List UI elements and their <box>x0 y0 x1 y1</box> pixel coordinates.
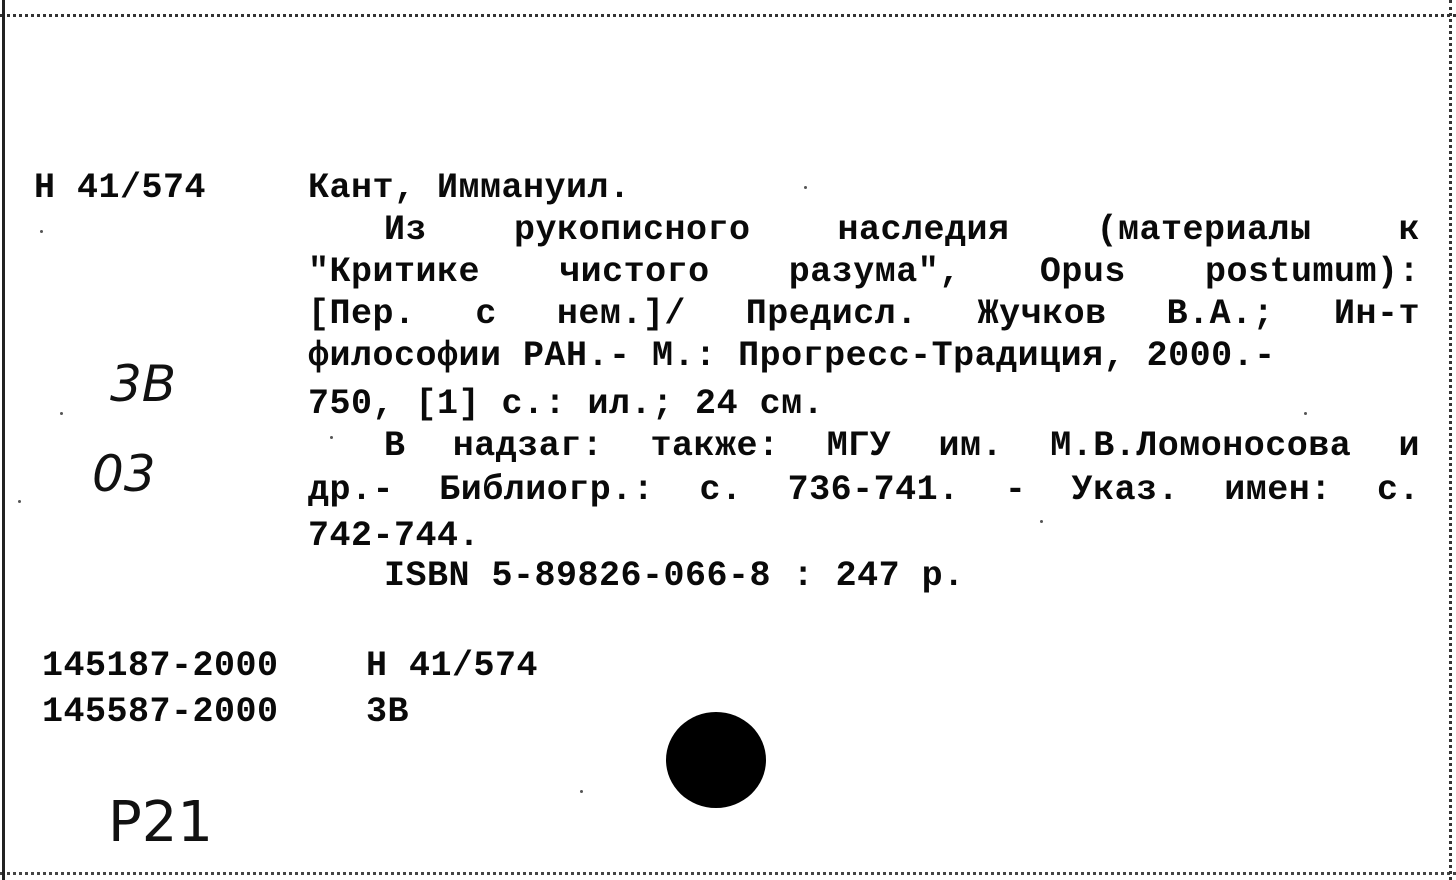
scan-speck <box>330 436 333 439</box>
call-number: Н 41/574 <box>34 168 207 208</box>
card-bottom-border <box>0 872 1456 875</box>
scan-speck <box>1304 412 1307 415</box>
note-line-1: В надзаг: также: МГУ им. М.В.Ломоносова и <box>384 426 1420 466</box>
scan-speck <box>18 500 21 503</box>
card-top-border <box>0 14 1456 17</box>
isbn-line: ISBN 5-89826-066-8 : 247 р. <box>384 556 965 596</box>
scan-speck <box>804 186 807 189</box>
title-line-2: "Критике чистого разума", Opus postumum): <box>308 252 1420 292</box>
note-line-3: 742-744. <box>308 516 481 556</box>
title-line-5: 750, [1] с.: ил.; 24 см. <box>308 384 825 424</box>
title-line-1: Из рукописного наследия (материалы к <box>384 210 1420 250</box>
author-heading: Кант, Иммануил. <box>308 168 631 208</box>
handwritten-shelf-number: 03 <box>92 445 156 503</box>
handwritten-code: P21 <box>108 790 214 855</box>
inventory-number-1: 145187-2000 <box>42 646 279 686</box>
inventory-number-2: 145587-2000 <box>42 692 279 732</box>
card-right-border <box>1449 0 1452 880</box>
inventory-location-2: 3В <box>366 692 410 732</box>
note-line-2: др.- Библиогр.: с. 736-741. - Указ. имен: с. <box>308 470 1420 510</box>
scan-speck <box>60 412 63 415</box>
scan-speck <box>1040 520 1043 523</box>
handwritten-shelf-mark: 3В <box>110 355 177 413</box>
scan-speck <box>40 230 43 233</box>
title-line-4: философии РАН.- М.: Прогресс-Традиция, 2000.- <box>308 336 1276 376</box>
card-left-border <box>2 0 5 880</box>
scan-speck <box>580 790 583 793</box>
inventory-location-1: Н 41/574 <box>366 646 539 686</box>
title-line-3: [Пер. с нем.]/ Предисл. Жучков В.А.; Ин-т <box>308 294 1420 334</box>
punch-hole <box>666 712 766 808</box>
